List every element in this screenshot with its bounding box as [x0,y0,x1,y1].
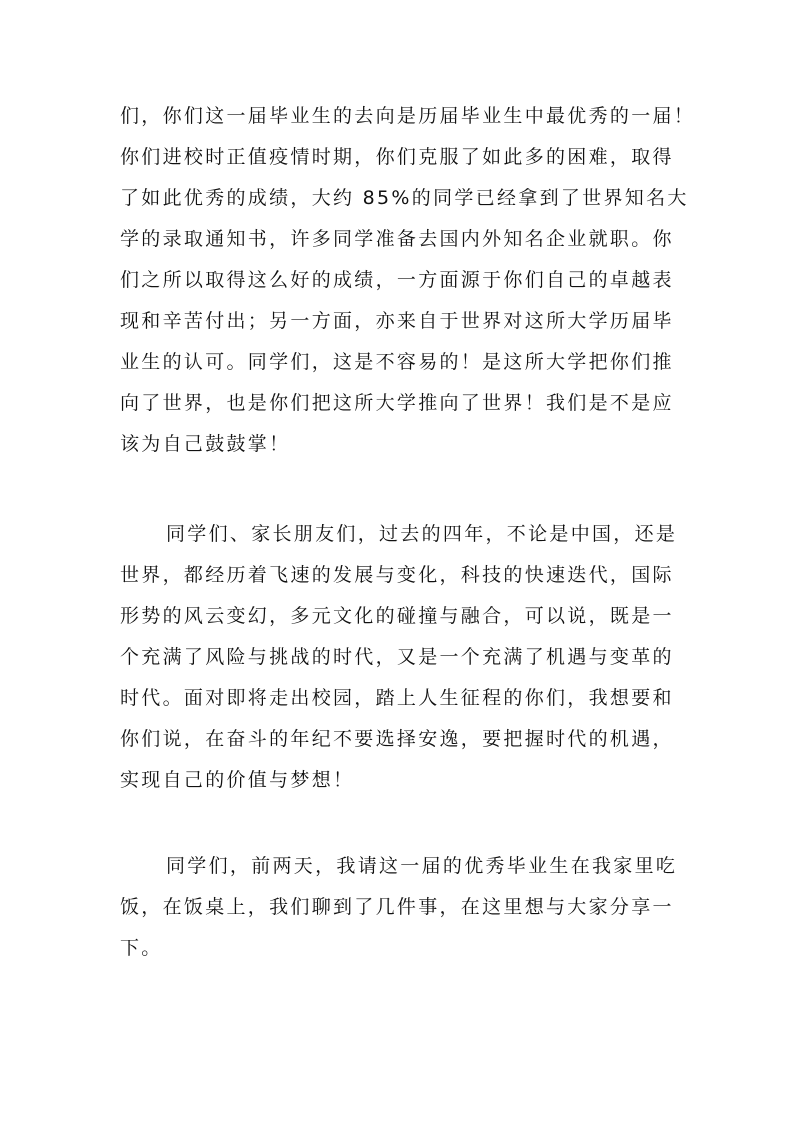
paragraph-3 [120,846,690,969]
paragraph-line: 现和辛苦付出；另一方面，亦来自于世界对这所大学历届毕 [120,310,674,332]
paragraph-line: 同学们，前两天，我请这一届的优秀毕业生在我家里吃 [166,855,678,877]
paragraph-line: 向了世界，也是你们把这所大学推向了世界！我们是不是应 [120,392,674,414]
paragraph-2 [120,514,690,801]
paragraph-line: 实现自己的价值与梦想！ [120,769,355,791]
paragraph-line: 业生的认可。同学们，这是不容易的！是这所大学把你们推 [120,351,674,373]
paragraph-line: 同学们、家长朋友们，过去的四年，不论是中国，还是 [166,523,678,545]
paragraph-line: 世界，都经历着飞速的发展与变化，科技的快速迭代，国际 [120,564,674,586]
paragraph-1 [120,96,696,465]
paragraph-line: 下。 [120,937,163,959]
paragraph-line: 你们说，在奋斗的年纪不要选择安逸，要把握时代的机遇， [120,728,674,750]
paragraph-line: 该为自己鼓鼓掌！ [120,433,291,455]
paragraph-line: 你们进校时正值疫情时期，你们克服了如此多的困难，取得 [120,146,674,168]
paragraph-line: 形势的风云变幻，多元文化的碰撞与融合，可以说，既是一 [120,605,674,627]
paragraph-line: 时代。面对即将走出校园，踏上人生征程的你们，我想要和 [120,687,674,709]
paragraph-line: 了如此优秀的成绩，大约 85%的同学已经拿到了世界知名大 [120,187,689,209]
paragraph-line: 个充满了风险与挑战的时代，又是一个充满了机遇与变革的 [120,646,674,668]
paragraph-line: 们之所以取得这么好的成绩，一方面源于你们自己的卓越表 [120,269,674,291]
paragraph-line: 学的录取通知书，许多同学准备去国内外知名企业就职。你 [120,228,674,250]
paragraph-line: 们，你们这一届毕业生的去向是历届毕业生中最优秀的一届！ [120,105,696,127]
paragraph-line: 饭，在饭桌上，我们聊到了几件事，在这里想与大家分享一 [120,896,674,918]
